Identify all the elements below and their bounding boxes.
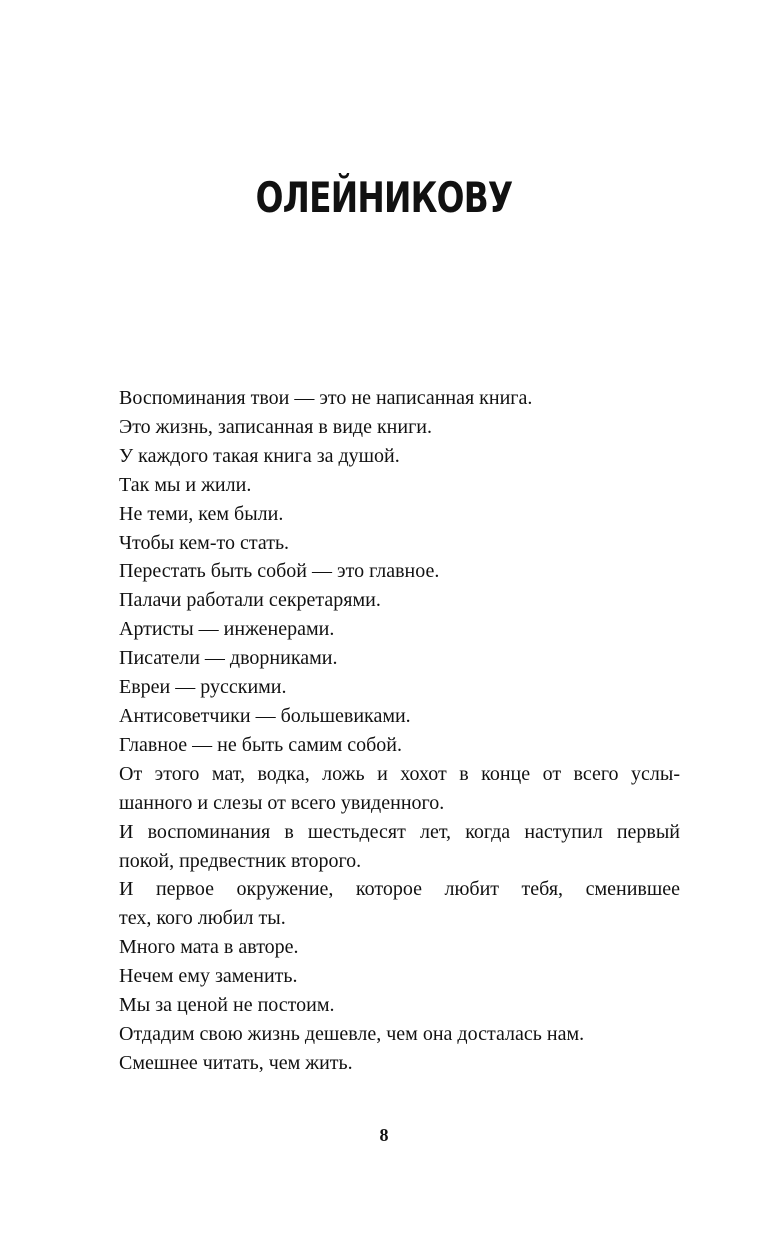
text-line: шанного и слезы от всего увиденного. bbox=[119, 791, 445, 814]
text-line: У каждого такая книга за душой. bbox=[119, 444, 400, 467]
text-line: покой, предвестник второго. bbox=[119, 849, 362, 872]
text-line: Евреи — русскими. bbox=[119, 676, 287, 699]
text-line: тех, кого любил ты. bbox=[119, 907, 286, 930]
text-line: Чтобы кем-то стать. bbox=[119, 531, 290, 554]
text-line: Палачи работали секретарями. bbox=[119, 589, 381, 612]
text-line: Так мы и жили. bbox=[119, 473, 252, 496]
text-line: Смешнее читать, чем жить. bbox=[119, 1051, 353, 1074]
text-line: И воспоминания в шестьдесят лет, когда наступил первый bbox=[119, 820, 680, 843]
text-line: Писатели — дворниками. bbox=[119, 647, 338, 670]
text-line: Это жизнь, записанная в виде книги. bbox=[119, 415, 432, 438]
text-line: Много мата в авторе. bbox=[119, 936, 299, 959]
text-line: Мы за ценой не постоим. bbox=[119, 994, 335, 1017]
text-line: Воспоминания твои — это не написанная книга. bbox=[119, 387, 533, 409]
text-line: Не теми, кем были. bbox=[119, 502, 284, 525]
text-line: Антисоветчики — большевиками. bbox=[119, 704, 411, 727]
page-title: ОЛЕЙНИКОВУ bbox=[255, 173, 513, 223]
text-line: Артисты — инженерами. bbox=[119, 618, 335, 641]
page-number: 8 bbox=[379, 1125, 389, 1145]
text-line: Отдадим свою жизнь дешевле, чем она досталась нам. bbox=[119, 1022, 585, 1045]
text-line: От этого мат, водка, ложь и хохот в конце от всего услы- bbox=[119, 762, 680, 785]
text-line: Перестать быть собой — это главное. bbox=[119, 560, 440, 583]
text-line: Главное — не быть самим собой. bbox=[119, 733, 403, 756]
text-line: Нечем ему заменить. bbox=[119, 965, 298, 988]
poem-text bbox=[119, 384, 680, 1078]
text-line: И первое окружение, которое любит тебя, сменившее bbox=[119, 878, 680, 901]
